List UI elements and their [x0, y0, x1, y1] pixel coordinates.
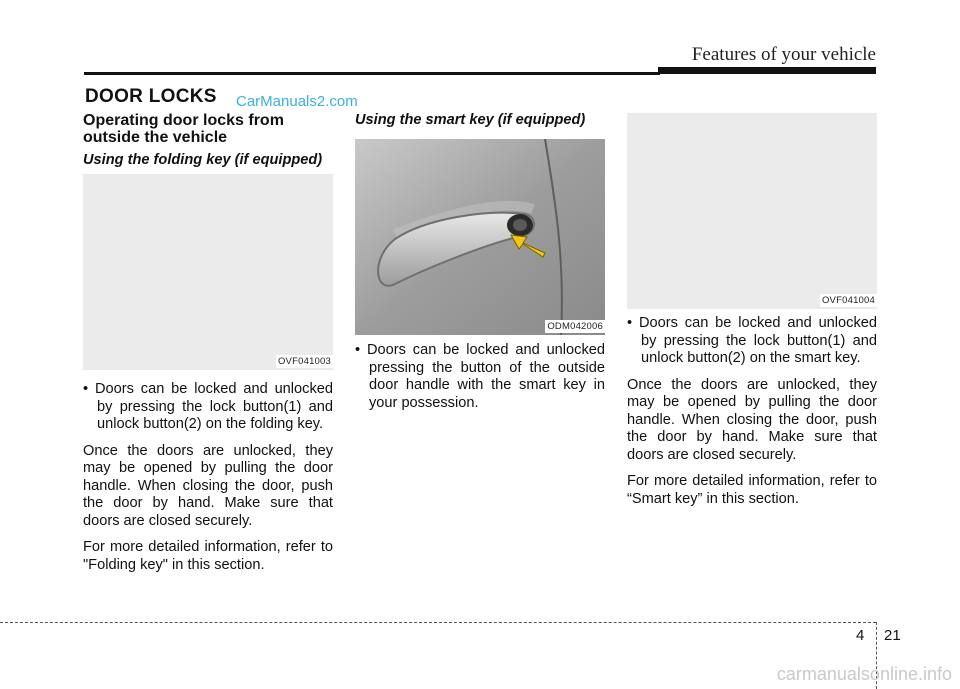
header-rule-bold	[658, 67, 876, 74]
column-2-text	[355, 342, 605, 421]
image-code: OVF041004	[821, 295, 875, 306]
smart-key-image	[627, 113, 877, 309]
column-3-text	[627, 315, 877, 517]
bullet-item: • Doors can be locked and unlocked pressing the button of the outside door handle with the smart key in your possession.	[355, 342, 605, 411]
paragraph: Once the doors are unlocked, they may be opened by pulling the door handle. When closing the door, push the door by hand. Make sure that doors are closed securely.	[627, 376, 877, 463]
door-handle-image	[355, 139, 605, 335]
bullet-item: • Doors can be locked and unlocked by pressing the lock button(1) and unlock button(2) on the folding key.	[83, 381, 333, 432]
paragraph: For more detailed information, refer to “Smart key” in this section.	[627, 473, 877, 507]
bullet-item: • Doors can be locked and unlocked by pressing the lock button(1) and unlock button(2) on the smart key.	[627, 315, 877, 366]
footer-rule	[0, 622, 876, 623]
image-code: ODM042006	[547, 321, 603, 332]
header-rule	[84, 72, 660, 75]
paragraph: Once the doors are unlocked, they may be opened by pulling the door handle. When closing the door, push the door by hand. Make sure that doors are closed securely.	[83, 442, 333, 529]
column-2	[355, 112, 605, 138]
chapter-number: 4	[856, 627, 865, 644]
door-handle-illustration	[355, 139, 605, 335]
page-number: 21	[884, 627, 901, 644]
running-header: Features of your vehicle	[691, 44, 876, 65]
heading: Operating door locks from outside the vehicle	[83, 112, 284, 146]
folding-key-image	[83, 174, 333, 370]
image-code: OVF041003	[277, 356, 331, 367]
watermark-footer: carmanualsonline.info	[776, 664, 952, 684]
paragraph: For more detailed information, refer to "Folding key" in this section.	[83, 539, 333, 573]
subheading: Using the smart key (if equipped)	[355, 112, 586, 128]
column-1-text	[83, 381, 333, 583]
subheading: Using the folding key (if equipped)	[83, 152, 323, 168]
column-1	[83, 112, 333, 178]
section-title: DOOR LOCKS	[85, 86, 217, 107]
watermark-link[interactable]: CarManuals2.com	[236, 93, 358, 110]
